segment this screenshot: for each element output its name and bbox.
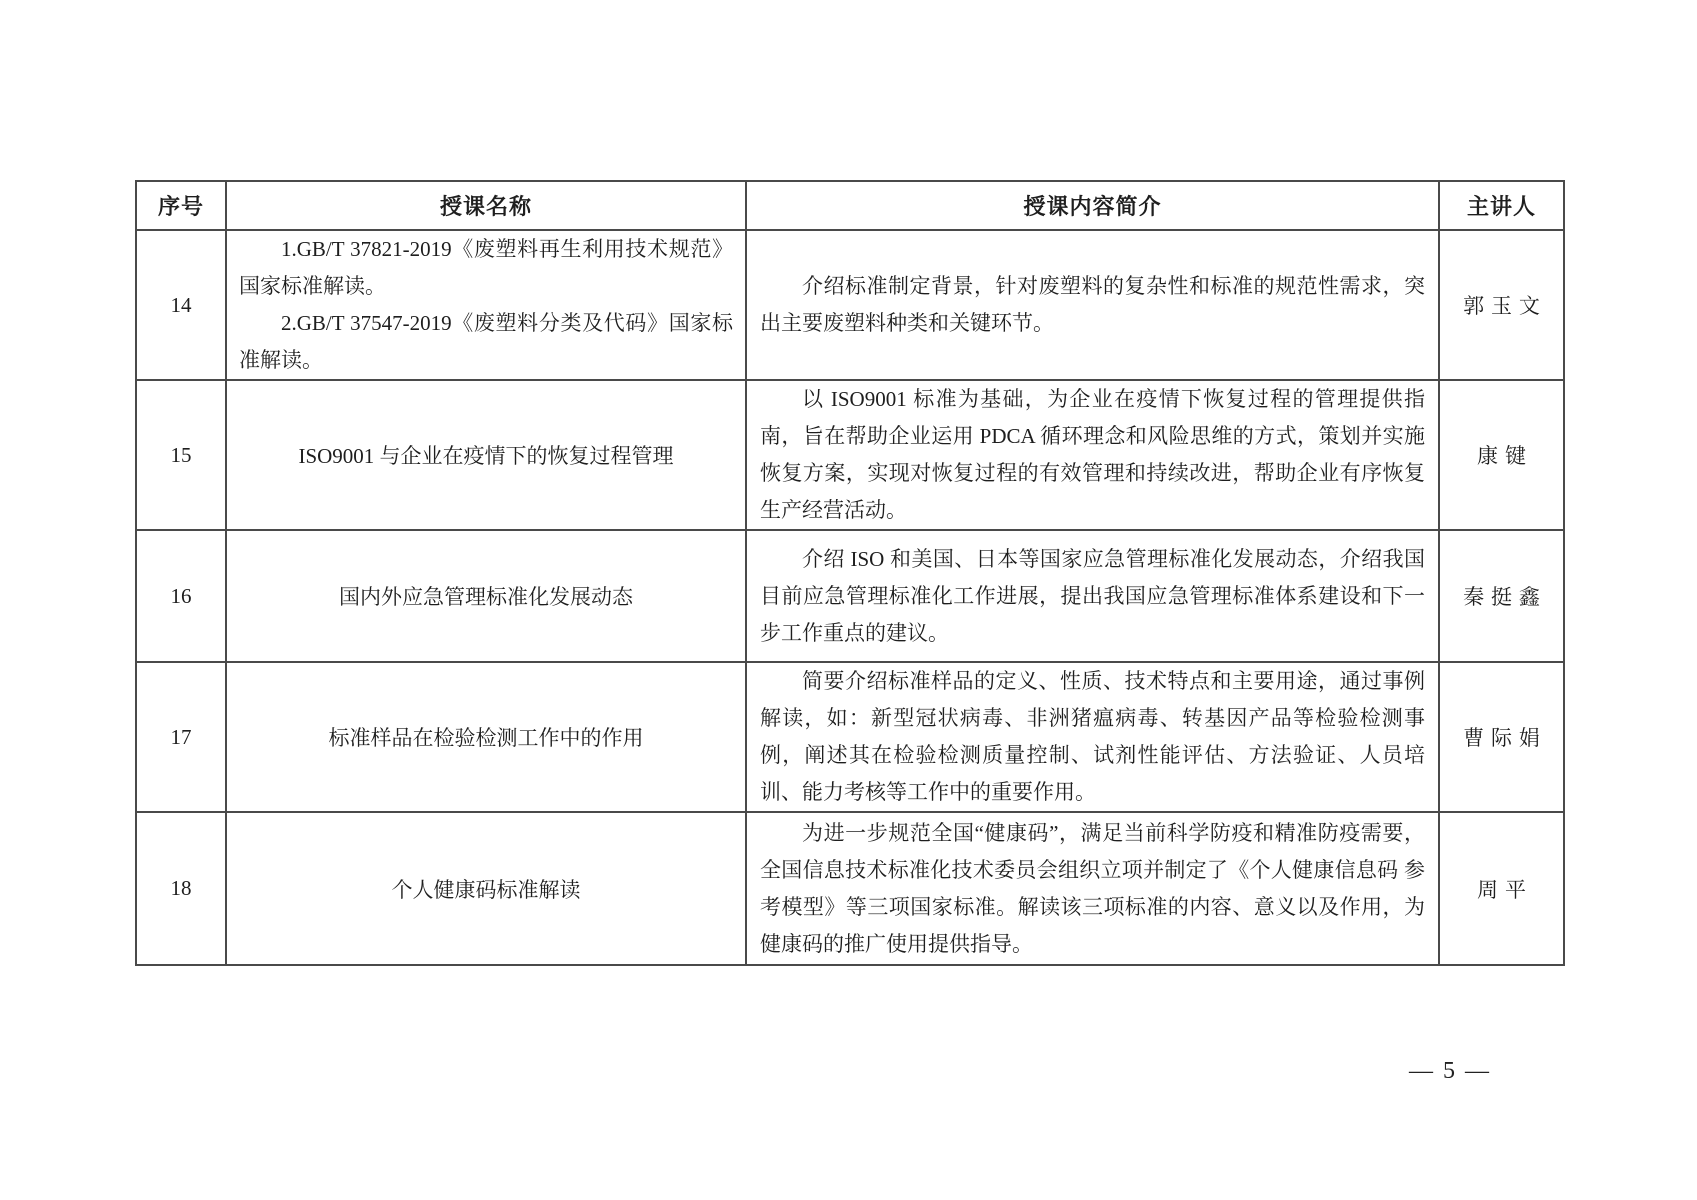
table-row — [136, 380, 1564, 530]
course-intro-cell — [746, 812, 1439, 965]
course-name-cell: ISO9001 与企业在疫情下的恢复过程管理 — [226, 380, 746, 530]
course-intro-cell — [746, 380, 1439, 530]
course-name-cell: 个人健康码标准解读 — [226, 812, 746, 965]
course-name-cell — [226, 230, 746, 380]
lecturer-cell: 曹际娟 — [1439, 662, 1564, 812]
row-number: 15 — [136, 380, 226, 530]
lecturer-cell: 郭玉文 — [1439, 230, 1564, 380]
course-intro-text: 介绍 ISO 和美国、日本等国家应急管理标准化发展动态，介绍我国目前应急管理标准化工作进展，提出我国应急管理标准体系建设和下一步工作重点的建议。 — [760, 546, 1425, 645]
row-number: 14 — [136, 230, 226, 380]
row-number: 17 — [136, 662, 226, 812]
course-intro-cell — [746, 230, 1439, 380]
table-row — [136, 530, 1564, 662]
course-intro-text: 介绍标准制定背景，针对废塑料的复杂性和标准的规范性需求，突出主要废塑料种类和关键环节。 — [760, 274, 1425, 335]
course-intro-cell — [746, 530, 1439, 662]
course-name-line: 1.GB/T 37821-2019《废塑料再生利用技术规范》国家标准解读。 — [239, 237, 733, 298]
lecturer-cell: 康键 — [1439, 380, 1564, 530]
row-number: 16 — [136, 530, 226, 662]
table-row — [136, 662, 1564, 812]
col-header-lecturer: 主讲人 — [1439, 181, 1564, 230]
header-row — [136, 181, 1564, 230]
course-intro-cell — [746, 662, 1439, 812]
lecturer-cell: 周平 — [1439, 812, 1564, 965]
col-header-course-intro: 授课内容简介 — [746, 181, 1439, 230]
course-intro-text: 为进一步规范全国“健康码”，满足当前科学防疫和精准防疫需要，全国信息技术标准化技术委员会组织立项并制定了《个人健康信息码 参考模型》等三项国家标准。解读该三项标准的内容、意义以及作用，为健康码的推广使用提供指导。 — [760, 820, 1425, 956]
lecturer-cell: 秦挺鑫 — [1439, 530, 1564, 662]
course-name-line: 2.GB/T 37547-2019《废塑料分类及代码》国家标准解读。 — [239, 311, 733, 372]
table-row — [136, 230, 1564, 380]
col-header-course-name: 授课名称 — [226, 181, 746, 230]
page-number: — 5 — — [1409, 1058, 1491, 1084]
course-name-cell: 标准样品在检验检测工作中的作用 — [226, 662, 746, 812]
course-intro-text: 以 ISO9001 标准为基础，为企业在疫情下恢复过程的管理提供指南，旨在帮助企业运用 PDCA 循环理念和风险思维的方式，策划并实施恢复方案，实现对恢复过程的有效管理和持续改进，帮助企业有序恢复生产经营活动。 — [760, 387, 1425, 522]
table-row — [136, 812, 1564, 965]
course-table — [135, 180, 1565, 966]
course-name-cell: 国内外应急管理标准化发展动态 — [226, 530, 746, 662]
col-header-number: 序号 — [136, 181, 226, 230]
course-intro-text: 简要介绍标准样品的定义、性质、技术特点和主要用途，通过事例解读，如：新型冠状病毒、非洲猪瘟病毒、转基因产品等检验检测事例，阐述其在检验检测质量控制、试剂性能评估、方法验证、人员培训、能力考核等工作中的重要作用。 — [760, 669, 1425, 804]
row-number: 18 — [136, 812, 226, 965]
